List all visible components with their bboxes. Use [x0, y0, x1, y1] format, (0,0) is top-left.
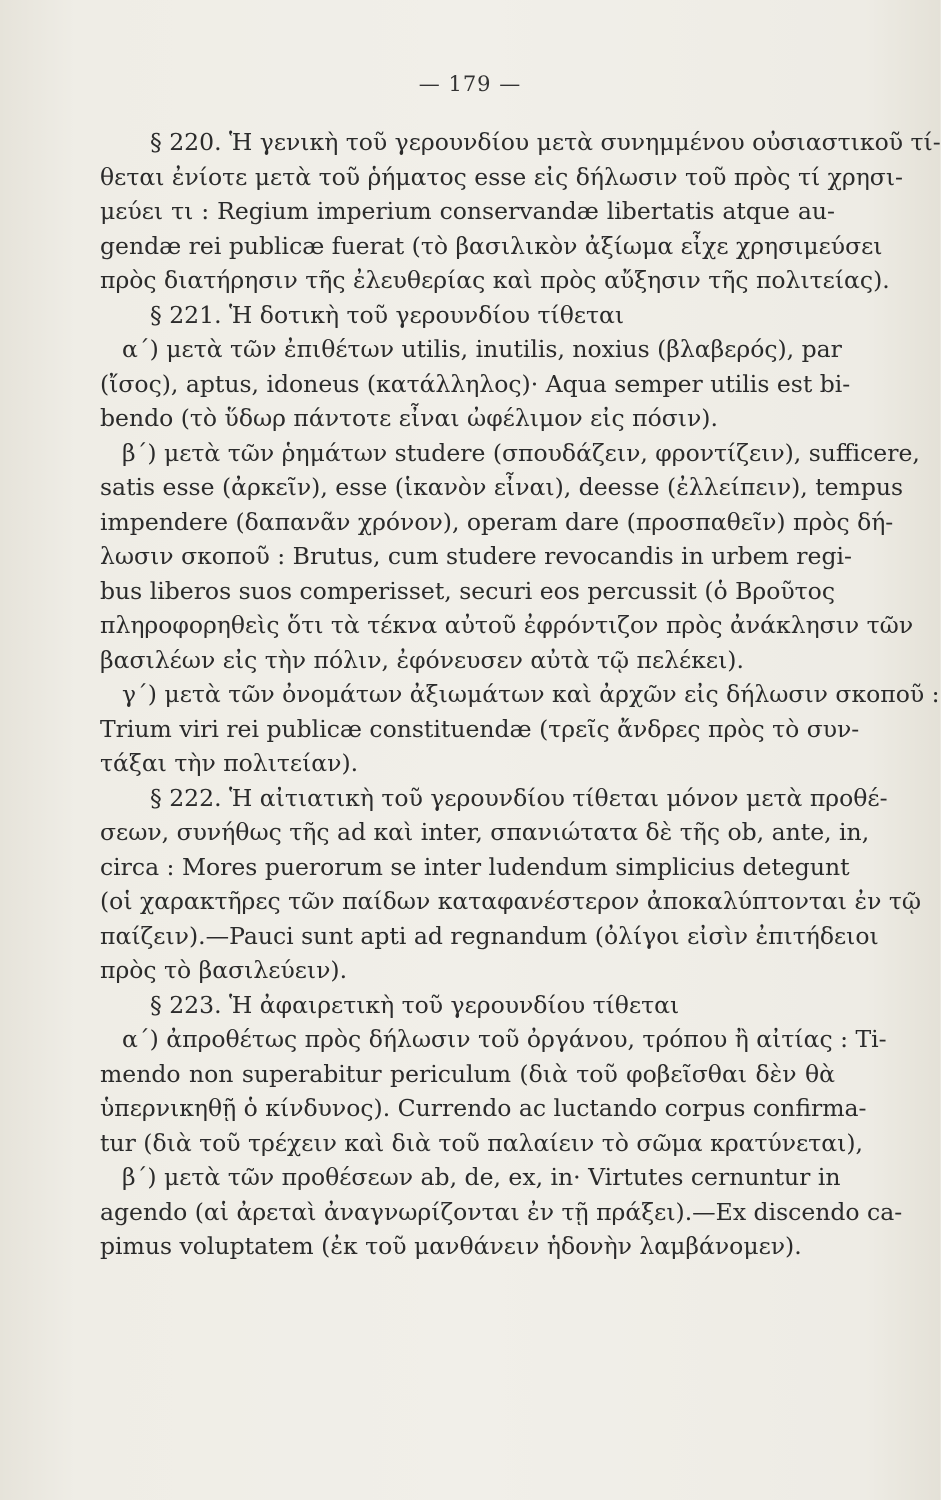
- text-line: α´) μετὰ τῶν ἐπιθέτων utilis, inutilis, noxius (βλαβερός), par: [122, 335, 842, 363]
- text-line: β´) μετὰ τῶν προθέσεων ab, de, ex, in· Virtutes cernuntur in: [122, 1163, 841, 1191]
- text-line: (ἴσος), aptus, idoneus (κατάλληλος)· Aqua semper utilis est bi-: [100, 369, 851, 398]
- text-line: § 221. Ἡ δοτικὴ τοῦ γερουνδίου τίθεται: [150, 300, 625, 329]
- text-line: (οἱ χαρακτῆρες τῶν παίδων καταφανέστερον ἀποκαλύπτονται ἐν τῷ: [100, 887, 922, 915]
- text-line: πρὸς τὸ βασιλεύειν).: [100, 956, 348, 984]
- text-line: α´) ἀπροθέτως πρὸς δήλωσιν τοῦ ὀργάνου, τρόπου ἢ αἰτίας : Ti-: [122, 1025, 887, 1053]
- text-line: πρὸς διατήρησιν τῆς ἐλευθερίας καὶ πρὸς αὔξησιν τῆς πολιτείας).: [100, 266, 890, 294]
- text-line: bendo (τὸ ὕδωρ πάντοτε εἶναι ὠφέλιμον εἰς πόσιν).: [100, 404, 718, 432]
- text-line: bus liberos suos comperisset, securi eos percussit (ὁ Βροῦτος: [100, 576, 835, 605]
- text-line: θεται ἐνίοτε μετὰ τοῦ ῥήματος esse εἰς δήλωσιν τοῦ πρὸς τί χρησι-: [100, 162, 903, 191]
- text-line: παίζειν).—Pauci sunt apti ad regnandum (ὀλίγοι εἰσὶν ἐπιτήδειοι: [100, 921, 879, 950]
- text-line: pimus voluptatem (ἐκ τοῦ μανθάνειν ἡδονὴν λαμβάνομεν).: [100, 1232, 802, 1260]
- text-line: μεύει τι : Regium imperium conservandæ libertatis atque au-: [100, 197, 835, 225]
- text-line: γ´) μετὰ τῶν ὀνομάτων ἀξιωμάτων καὶ ἀρχῶν εἰς δήλωσιν σκοποῦ :: [122, 680, 940, 708]
- text-line: τάξαι τὴν πολιτείαν).: [100, 749, 359, 777]
- text-line: gendæ rei publicæ fuerat (τὸ βασιλικὸν ἀξίωμα εἶχε χρησιμεύσει: [100, 231, 883, 260]
- text-line: § 223. Ἡ ἀφαιρετικὴ τοῦ γερουνδίου τίθεται: [150, 990, 680, 1019]
- text-line: β´) μετὰ τῶν ῥημάτων studere (σπουδάζειν, φροντίζειν), sufficere,: [122, 438, 920, 467]
- text-line: satis esse (ἀρκεῖν), esse (ἱκανὸν εἶναι), deesse (ἐλλείπειν), tempus: [100, 473, 904, 501]
- text-line: ὑπερνικηθῇ ὁ κίνδυνος). Currendo ac luctando corpus confirma-: [100, 1094, 867, 1122]
- text-line: agendo (αἱ ἀρεταὶ ἀναγνωρίζονται ἐν τῇ πράξει).—Ex discendo ca-: [100, 1197, 903, 1226]
- text-line: βασιλέων εἰς τὴν πόλιν, ἐφόνευσεν αὐτὰ τῷ πελέκει).: [100, 645, 744, 674]
- text-line: mendo non superabitur periculum (διὰ τοῦ φοβεῖσθαι δὲν θὰ: [100, 1059, 835, 1088]
- body-text: [100, 125, 941, 1264]
- text-line: circa : Mores puerorum se inter ludendum simplicius detegunt: [100, 852, 850, 881]
- text-line: σεων, συνήθως τῆς ad καὶ inter, σπανιώτατα δὲ τῆς ob, ante, in,: [100, 818, 870, 846]
- text-line: § 222. Ἡ αἰτιατικὴ τοῦ γερουνδίου τίθεται μόνον μετὰ προθέ-: [150, 783, 888, 812]
- text-line: λωσιν σκοποῦ : Brutus, cum studere revocandis in urbem regi-: [100, 542, 852, 570]
- page-number: — 179 —: [418, 72, 522, 96]
- text-line: Trium viri rei publicæ constituendæ (τρεῖς ἄνδρες πρὸς τὸ συν-: [100, 714, 860, 743]
- text-line: impendere (δαπανᾶν χρόνον), operam dare (προσπαθεῖν) πρὸς δή-: [100, 507, 894, 536]
- text-line: § 220. Ἡ γενικὴ τοῦ γερουνδίου μετὰ συνημμένου οὐσιαστικοῦ τί-: [150, 128, 941, 156]
- text-line: tur (διὰ τοῦ τρέχειν καὶ διὰ τοῦ παλαίειν τὸ σῶμα κρατύνεται),: [100, 1128, 863, 1157]
- text-line: πληροφορηθεὶς ὅτι τὰ τέκνα αὐτοῦ ἐφρόντιζον πρὸς ἀνάκλησιν τῶν: [100, 611, 914, 639]
